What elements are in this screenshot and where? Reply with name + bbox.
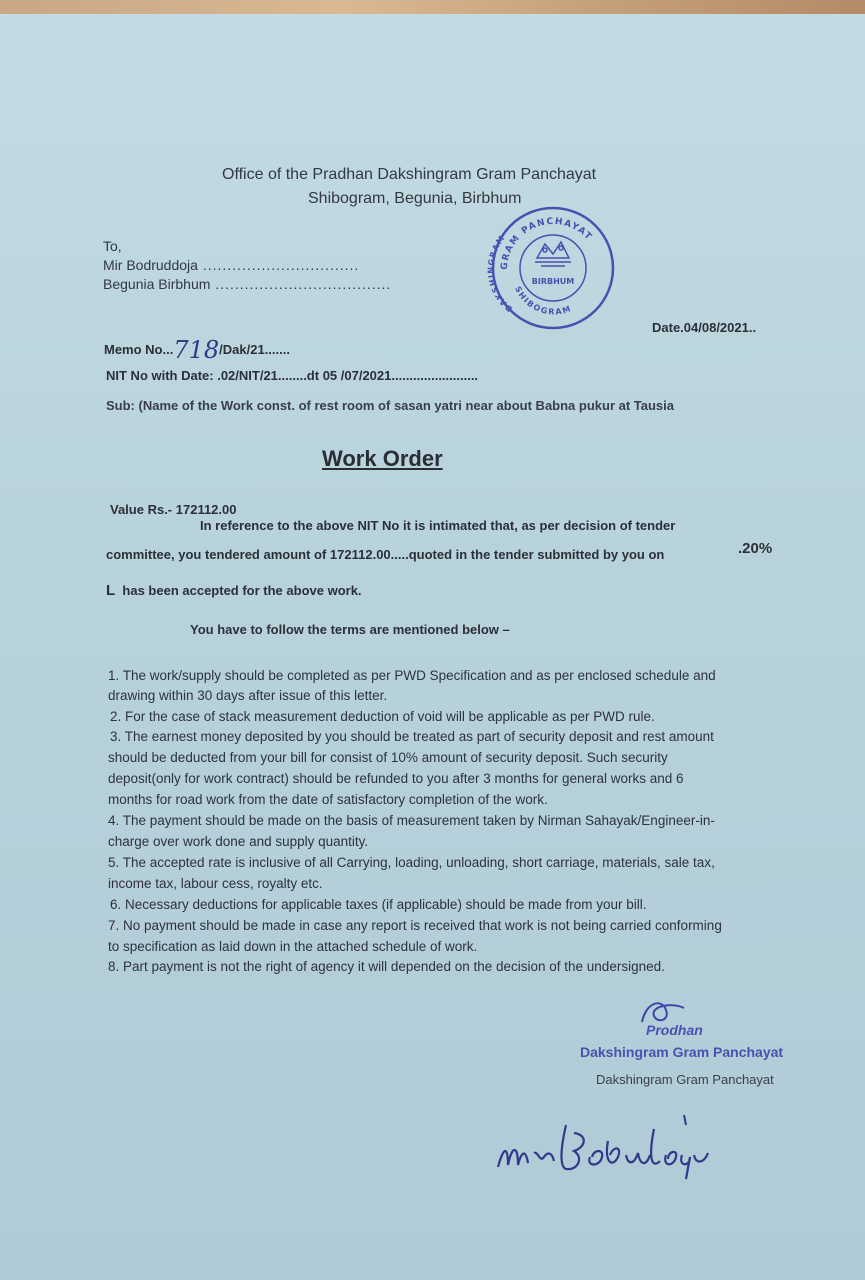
memo-line: Memo No...718/Dak/21.......: [104, 336, 290, 364]
list-item: 5. The accepted rate is inclusive of all Carrying, loading, unloading, short carriage, materials, sale tax,: [108, 855, 715, 870]
list-item: 1. The work/supply should be completed as per PWD Specification and as per enclosed schedule and: [108, 668, 716, 683]
intro-line-1: In reference to the above NIT No it is intimated that, as per decision of tender: [200, 518, 676, 533]
contractor-signature-icon: [490, 1105, 715, 1185]
list-item: 8. Part payment is not the right of agency it will depended on the decision of the undersigned.: [108, 959, 665, 974]
seal-bottom-text: SHIBOGRAM: [513, 284, 574, 317]
list-item: drawing within 30 days after issue of this letter.: [108, 688, 388, 703]
seal-center-text: BIRBHUM: [531, 277, 575, 286]
panchayat-seal-icon: [485, 200, 620, 335]
value-line: Value Rs.- 172112.00: [110, 502, 237, 517]
list-item: to specification as laid down in the attached schedule of work.: [108, 939, 478, 954]
seal-emblem-icon: [535, 242, 571, 266]
page-title: Work Order: [322, 446, 443, 471]
memo-number-handwritten: 718: [173, 336, 220, 364]
intro-line-2: committee, you tendered amount of 172112.00.....quoted in the tender submitted by you on: [106, 547, 665, 562]
seal-left-text: DAKSHINGRAM: [486, 233, 515, 314]
list-item: deposit(only for work contract) should be refunded to you after 3 months for general works and 6: [108, 771, 684, 786]
seal-top-text: GRAM PANCHAYAT: [499, 216, 594, 271]
table-edge: [0, 0, 865, 14]
office-address: Shibogram, Begunia, Birbhum: [308, 190, 522, 207]
printed-office: Dakshingram Gram Panchayat: [596, 1072, 774, 1087]
list-item: months for road work from the date of satisfactory completion of the work.: [108, 792, 548, 807]
list-item: 2. For the case of stack measurement deduction of void will be applicable as per PWD rule.: [110, 709, 655, 724]
recipient-name: Mir Bodruddoja ................................: [103, 257, 360, 273]
list-item: should be deducted from your bill for consist of 10% amount of security deposit. Such security: [108, 750, 668, 765]
list-item: charge over work done and supply quantity.: [108, 834, 369, 849]
stamp-title: Prodhan: [646, 1022, 703, 1038]
list-item: 6. Necessary deductions for applicable taxes (if applicable) should be made from your bill.: [110, 897, 647, 912]
subject-line: Sub: (Name of the Work const. of rest room of sasan yatri near about Babna pukur at Tausia: [106, 398, 675, 413]
recipient-place: Begunia Birbhum ....................................: [103, 276, 392, 292]
list-item: 7. No payment should be made in case any report is received that work is not being carried conforming: [108, 918, 722, 933]
list-item: income tax, labour cess, royalty etc.: [108, 876, 323, 891]
memo-date: Date.04/08/2021..: [652, 320, 757, 335]
svg-text:SHIBOGRAM: [513, 285, 573, 317]
quoted-rate: .20%: [738, 540, 773, 557]
office-heading: Office of the Pradhan Dakshingram Gram Panchayat: [222, 166, 597, 183]
intro-line-3: L has been accepted for the above work.: [106, 582, 362, 599]
list-item: 4. The payment should be made on the basis of measurement taken by Nirman Sahayak/Engineer-in-: [108, 813, 715, 828]
to-label: To,: [103, 238, 122, 254]
list-item: 3. The earnest money deposited by you should be treated as part of security deposit and rest amount: [110, 729, 714, 744]
terms-intro: You have to follow the terms are mentioned below –: [190, 622, 510, 637]
nit-line: NIT No with Date: .02/NIT/21........dt 05 /07/2021........................: [106, 368, 479, 383]
stamp-org: Dakshingram Gram Panchayat: [580, 1044, 784, 1060]
